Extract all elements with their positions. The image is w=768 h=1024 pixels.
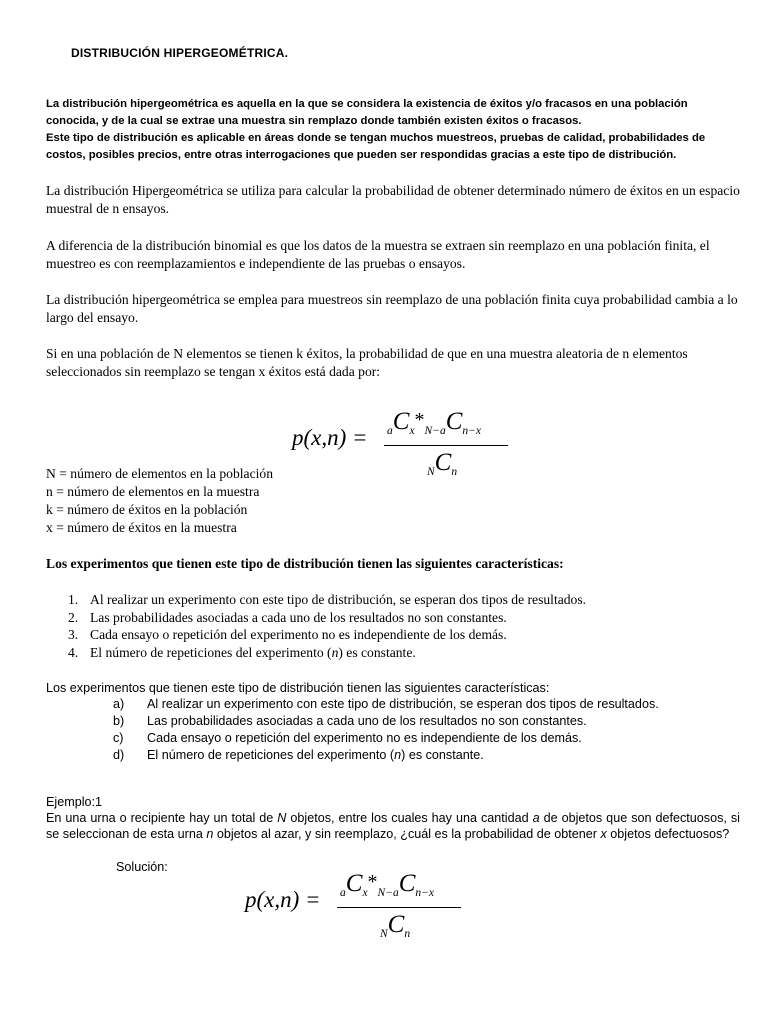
paragraph-4: Si en una población de N elementos se tienen k éxitos, la probabilidad de que en una muestra aleatoria de n elementos seleccionados sin reemplazo se tengan x éxitos está dada por: <box>46 346 688 379</box>
list-item: b) Las probabilidades asociadas a cada uno de los resultados no son constantes. <box>113 714 587 728</box>
list-item: 3. Cada ensayo o repetición del experimento no es independiente de los demás. <box>68 627 507 643</box>
lettered-list <box>113 696 659 764</box>
paragraph-2: A diferencia de la distribución binomial es que los datos de la muestra se extraen sin reemplazo en una población finita, el muestreo es con reemplazamientos e independiente de las pruebas o ensayos. <box>46 238 710 271</box>
numbered-list <box>68 591 586 661</box>
solution-label: Solución: <box>116 860 168 874</box>
formula-denominator: $_NC_n$ <box>380 911 411 940</box>
formula-numerator: $_aC_x*_{N-a}C_{n-x}$ <box>387 408 482 437</box>
document-title: DISTRIBUCIÓN HIPERGEOMÉTRICA. <box>71 46 289 60</box>
formula-lhs: p(x,n) = <box>292 425 368 450</box>
list-item: c) Cada ensayo o repetición del experimento no es independiente de los demás. <box>113 731 582 745</box>
list-item: 2. Las probabilidades asociadas a cada uno de los resultados no son constantes. <box>68 609 507 625</box>
formula-denominator: $_NC_n$ <box>427 449 458 478</box>
example-label: Ejemplo:1 <box>46 795 103 809</box>
lettered-list-title: Los experimentos que tienen este tipo de distribución tienen las siguientes características: <box>46 681 550 695</box>
characteristics-heading: Los experimentos que tienen este tipo de distribución tienen las siguientes características: <box>46 556 564 571</box>
definition-N: N = número de elementos en la población <box>46 466 273 481</box>
list-item: d) El número de repeticiones del experimento (n) es constante. <box>113 748 484 762</box>
intro-paragraph-1: La distribución hipergeométrica es aquella en la que se considera la existencia de éxitos y/o fracasos en una población conocida, y de la cual se extrae una muestra sin remplazo donde también existen éxitos o fracasos. <box>46 98 688 127</box>
example-text: En una urna o recipiente hay un total de N objetos, entre los cuales hay una cantidad a de objetos que son defectuosos, si se seleccionan de esta urna n objetos al azar, y sin reemplazo, ¿cuál es la probabilidad de obtener x objetos defectuosos? <box>46 811 740 841</box>
formula-numerator: $_aC_x*_{N-a}C_{n-x}$ <box>340 870 435 899</box>
definition-n: n = número de elementos en la muestra <box>46 484 260 499</box>
definition-k: k = número de éxitos en la población <box>46 502 248 517</box>
fraction-bar <box>337 907 461 908</box>
list-item: a) Al realizar un experimento con este tipo de distribución, se esperan dos tipos de resultados. <box>113 697 659 711</box>
variable-definitions <box>46 465 273 537</box>
intro-block <box>46 96 740 164</box>
list-item: 4. El número de repeticiones del experimento (n) es constante. <box>68 644 416 660</box>
intro-paragraph-2: Este tipo de distribución es aplicable en áreas donde se tengan muchos muestreos, pruebas de calidad, probabilidades de costos, posibles precios, entre otras interrogaciones que pueden ser respondidas gracias a este tipo de distribución. <box>46 132 706 161</box>
formula-lhs: p(x,n) = <box>245 887 321 912</box>
fraction-bar <box>384 445 508 446</box>
hypergeometric-formula-example <box>245 870 475 949</box>
hypergeometric-formula <box>292 408 522 487</box>
list-item: 1. Al realizar un experimento con este tipo de distribución, se esperan dos tipos de resultados. <box>68 592 587 607</box>
paragraph-1: La distribución Hipergeométrica se utiliza para calcular la probabilidad de obtener determinado número de éxitos en un espacio muestral de n ensayos. <box>46 183 740 216</box>
definition-x: x = número de éxitos en la muestra <box>46 520 237 535</box>
paragraph-3: La distribución hipergeométrica se emplea para muestreos sin reemplazo de una población finita cuya probabilidad cambia a lo largo del ensayo. <box>46 292 738 325</box>
